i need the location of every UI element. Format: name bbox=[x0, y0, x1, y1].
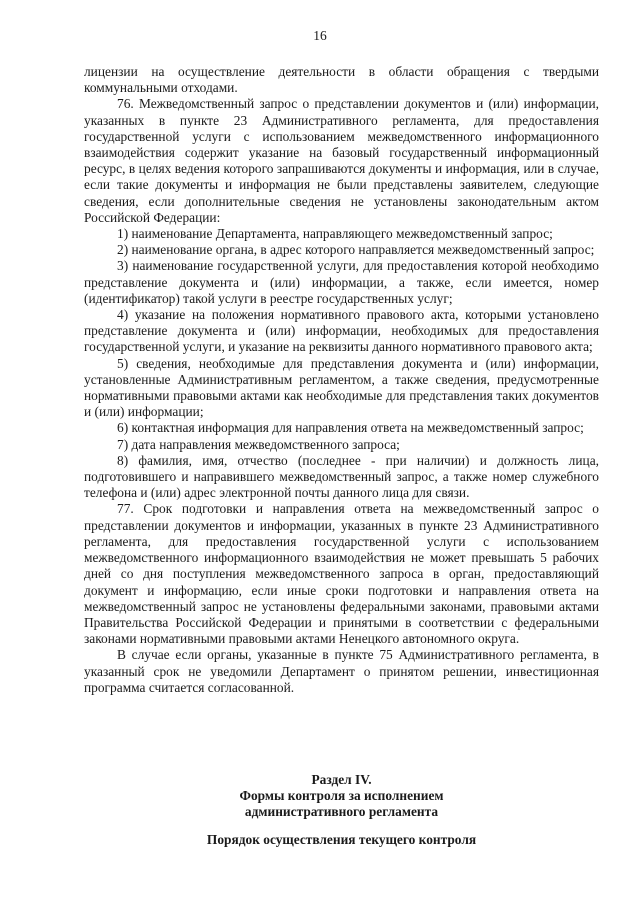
list-item: 6) контактная информация для направления ответа на межведомственный запрос; bbox=[117, 420, 584, 436]
list-item: 1) наименование Департамента, направляющего межведомственный запрос; bbox=[117, 226, 553, 242]
paragraph: 76. Межведомственный запрос о представлении документов и (или) информации, указанных в пункте 23 Административного регламента, для предоставления государственной услуги с использованием межведомственного информационного взаимодействия содержит указание на базовый государственный информационный ресурс, в целях ведения которого запрашиваются документы и информация, или в случае, если такие документы и информация не были представлены заявителем, следующие сведения, если дополнительные сведения не установлены законодательным актом Российской Федерации: bbox=[84, 96, 599, 225]
section-number: Раздел IV. bbox=[311, 772, 372, 787]
paragraph: В случае если органы, указанные в пункте 75 Административного регламента, в указанный срок не уведомили Департамент о принятом решении, инвестиционная программа считается согласованной. bbox=[84, 647, 599, 695]
section-title-line: административного регламента bbox=[244, 804, 439, 820]
subsection-heading: Порядок осуществления текущего контроля bbox=[206, 832, 477, 847]
document-body bbox=[84, 64, 599, 696]
page-number: 16 bbox=[313, 28, 327, 43]
list-item: 8) фамилия, имя, отчество (последнее - при наличии) и должность лица, подготовившего и направившего межведомственный запрос, а также номер служебного телефона и (или) адрес электронной почты данного лица для связи. bbox=[84, 452, 599, 501]
paragraph: 77. Срок подготовки и направления ответа на межведомственный запрос о представлении документов и информации, указанных в пункте 23 Административного регламента, для предоставления государственной услуги с использованием межведомственного информационного взаимодействия не может превышать 5 рабочих дней со дня поступления межведомственного запроса в орган, предоставляющий документ и информацию, если иные сроки подготовки и направления ответа на межведомственный запрос не установлены федеральными законами, правовыми актами Правительства Российской Федерации и принятыми в соответствии с федеральными законами нормативными правовыми актами Ненецкого автономного округа. bbox=[84, 501, 599, 647]
list-item: 3) наименование государственной услуги, для предоставления которой необходимо представление документа и (или) информации, а также, если имеется, номер (идентификатор) такой услуги в реестре государственных услуг; bbox=[84, 258, 599, 306]
section-heading bbox=[84, 772, 599, 821]
list-item: 7) дата направления межведомственного запроса; bbox=[117, 436, 400, 452]
paragraph: лицензии на осуществление деятельности в области обращения с твердыми коммунальными отходами. bbox=[84, 64, 599, 96]
section-title-line: Формы контроля за исполнением bbox=[239, 788, 444, 804]
list-item: 4) указание на положения нормативного правового акта, которыми установлено представление документа и (или) информации, необходимых для предоставления государственной услуги, и указание на реквизиты данного нормативного правового акта; bbox=[84, 307, 599, 355]
list-item: 2) наименование органа, в адрес которого направляется межведомственный запрос; bbox=[117, 242, 595, 258]
list-item: 5) сведения, необходимые для представления документа и (или) информации, установленные Административным регламентом, а также сведения, предусмотренные нормативными правовыми актами как необходимые для представления таких документов и (или) информации; bbox=[84, 355, 599, 420]
